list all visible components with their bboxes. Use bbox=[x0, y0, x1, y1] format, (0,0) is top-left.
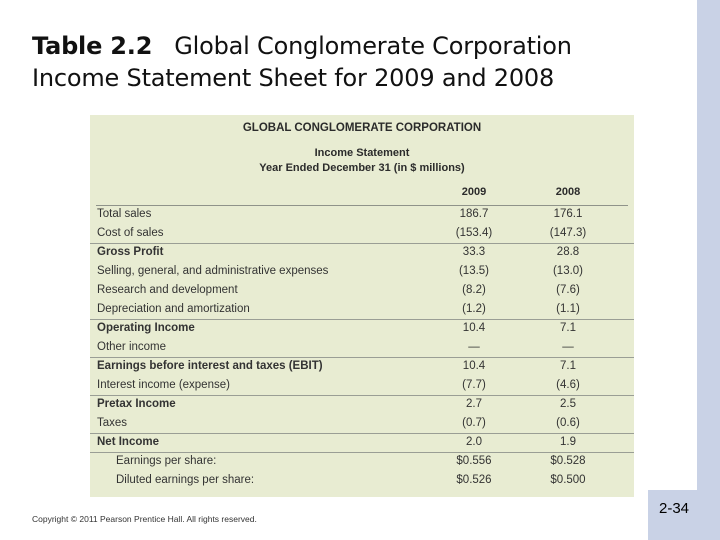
value-2008: 1.9 bbox=[560, 436, 576, 448]
table-row bbox=[90, 377, 634, 396]
row-label: Depreciation and amortization bbox=[97, 303, 250, 315]
table-row bbox=[90, 434, 634, 453]
value-2009: (13.5) bbox=[458, 265, 490, 277]
table-row bbox=[90, 263, 634, 282]
title-line-1 bbox=[32, 30, 692, 62]
value-2009: 33.3 bbox=[462, 246, 486, 258]
value-2008: $0.528 bbox=[550, 455, 586, 467]
value-2009: 2.0 bbox=[466, 436, 482, 448]
row-label: Taxes bbox=[97, 417, 128, 429]
value-2009: (8.2) bbox=[462, 284, 486, 296]
title-line-2: Income Statement Sheet for 2009 and 2008 bbox=[32, 64, 555, 92]
row-label: Total sales bbox=[97, 208, 152, 220]
right-side-band bbox=[697, 0, 720, 540]
table-row bbox=[90, 206, 634, 225]
value-2009: $0.526 bbox=[456, 474, 492, 486]
value-2008: (4.6) bbox=[556, 379, 580, 391]
row-label: Earnings per share: bbox=[116, 455, 217, 467]
table-row bbox=[90, 244, 634, 263]
company-name: GLOBAL CONGLOMERATE CORPORATION bbox=[242, 122, 482, 134]
row-label: Cost of sales bbox=[97, 227, 164, 239]
value-2009: 10.4 bbox=[462, 322, 486, 334]
column-header-2009: 2009 bbox=[461, 186, 487, 198]
table-body bbox=[90, 206, 634, 491]
row-label: Operating Income bbox=[97, 322, 195, 334]
table-row bbox=[90, 396, 634, 415]
column-header-2008: 2008 bbox=[555, 186, 581, 198]
value-2009: (153.4) bbox=[455, 227, 493, 239]
row-label: Interest income (expense) bbox=[97, 379, 230, 391]
statement-title: Income Statement bbox=[314, 147, 410, 159]
value-2008: (0.6) bbox=[556, 417, 580, 429]
statement-period: Year Ended December 31 (in $ millions) bbox=[259, 162, 465, 174]
value-2009: $0.556 bbox=[456, 455, 492, 467]
value-2009: 10.4 bbox=[462, 360, 486, 372]
table-row bbox=[90, 320, 634, 339]
value-2008: 7.1 bbox=[560, 322, 576, 334]
table-row bbox=[90, 472, 634, 491]
table-row bbox=[90, 415, 634, 434]
title-text-1: Global Conglomerate Corporation bbox=[174, 32, 572, 60]
row-label: Net Income bbox=[97, 436, 159, 448]
row-label: Gross Profit bbox=[97, 246, 164, 258]
table-row bbox=[90, 282, 634, 301]
value-2008: (13.0) bbox=[552, 265, 584, 277]
row-label: Selling, general, and administrative expenses bbox=[97, 265, 329, 277]
table-row bbox=[90, 339, 634, 358]
value-2008: (147.3) bbox=[549, 227, 587, 239]
value-2008: 176.1 bbox=[553, 208, 583, 220]
value-2009: (7.7) bbox=[462, 379, 486, 391]
value-2009: (1.2) bbox=[462, 303, 486, 315]
page-number: 2-34 bbox=[658, 500, 690, 517]
income-statement-table bbox=[90, 115, 634, 497]
value-2009: 186.7 bbox=[459, 208, 489, 220]
value-2008: (1.1) bbox=[556, 303, 580, 315]
value-2008: 28.8 bbox=[556, 246, 580, 258]
table-label: Table 2.2 bbox=[32, 32, 153, 60]
value-2008: 7.1 bbox=[560, 360, 576, 372]
value-2008: 2.5 bbox=[560, 398, 576, 410]
row-label: Other income bbox=[97, 341, 167, 353]
value-2009: 2.7 bbox=[466, 398, 482, 410]
value-2009: (0.7) bbox=[462, 417, 486, 429]
row-label: Research and development bbox=[97, 284, 238, 296]
table-row bbox=[90, 453, 634, 472]
slide-title bbox=[32, 30, 692, 94]
value-2008: (7.6) bbox=[556, 284, 580, 296]
row-label: Earnings before interest and taxes (EBIT) bbox=[97, 360, 323, 372]
value-2008: — bbox=[562, 341, 574, 353]
table-row bbox=[90, 301, 634, 320]
row-label: Pretax Income bbox=[97, 398, 176, 410]
copyright-notice: Copyright © 2011 Pearson Prentice Hall. All rights reserved. bbox=[32, 514, 257, 524]
value-2008: $0.500 bbox=[550, 474, 586, 486]
row-label: Diluted earnings per share: bbox=[116, 474, 255, 486]
table-row bbox=[90, 225, 634, 244]
value-2009: — bbox=[468, 341, 480, 353]
table-row bbox=[90, 358, 634, 377]
